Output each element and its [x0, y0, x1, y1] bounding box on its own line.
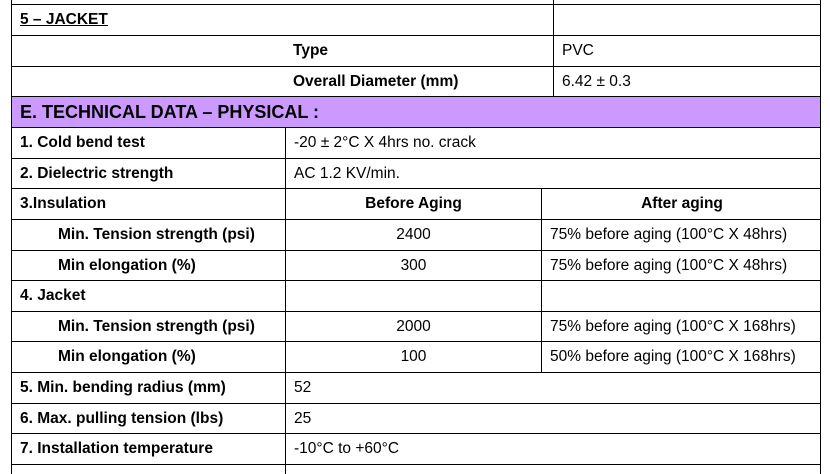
table-cell: [285, 465, 822, 474]
jacket-elongation-after: 50% before aging (100°C X 168hrs): [541, 342, 822, 372]
table-row: [11, 311, 821, 341]
table-row: [11, 127, 821, 158]
insulation-tension-label: Min. Tension strength (psi): [58, 226, 255, 243]
insulation-tension-after: 75% before aging (100°C X 48hrs): [541, 220, 822, 250]
insulation-elongation-label: Min elongation (%): [58, 256, 196, 274]
table-cell: [541, 281, 822, 311]
jacket-label: 4. Jacket: [20, 287, 86, 304]
jacket-tension-before: 2000: [285, 312, 541, 341]
insulation-tension-before: 2400: [285, 220, 541, 250]
jacket-tension-label: Min. Tension strength (psi): [58, 317, 255, 335]
installation-temp-value: -10°C to +60°C: [285, 434, 822, 464]
table-row: [11, 66, 821, 96]
table-row: [11, 341, 821, 372]
bending-radius-label: 5. Min. bending radius (mm): [20, 379, 226, 396]
table-row: [11, 280, 821, 311]
table-row: [11, 35, 821, 66]
insulation-label: 3.Insulation: [20, 195, 107, 212]
table-row: [11, 188, 821, 219]
table-cell: [285, 281, 541, 311]
table-row: [11, 464, 821, 474]
insulation-elongation-before: 300: [285, 251, 541, 280]
pulling-tension-value: 25: [285, 404, 822, 433]
table-row: [11, 372, 821, 403]
table-row: [11, 433, 821, 464]
pulling-tension-label: 6. Max. pulling tension (lbs): [20, 409, 224, 427]
dielectric-value: AC 1.2 KV/min.: [285, 159, 822, 188]
jacket-heading: 5 – JACKET: [20, 11, 108, 28]
section-header: [11, 96, 821, 127]
jacket-elongation-label: Min elongation (%): [58, 348, 196, 365]
after-aging-header: After aging: [541, 189, 822, 219]
cold-bend-label: 1. Cold bend test: [20, 134, 145, 151]
table-cell: [553, 5, 822, 35]
overall-diameter-value: 6.42 ± 0.3: [553, 67, 822, 96]
dielectric-label: 2. Dielectric strength: [20, 164, 174, 182]
jacket-type-label: Type: [293, 42, 329, 59]
insulation-elongation-after: 75% before aging (100°C X 48hrs): [541, 251, 822, 280]
bending-radius-value: 52: [285, 373, 822, 403]
table-row: [11, 219, 821, 250]
cold-bend-value: -20 ± 2°C X 4hrs no. crack: [285, 128, 822, 158]
jacket-heading-row: [11, 4, 821, 35]
jacket-tension-after: 75% before aging (100°C X 168hrs): [541, 312, 822, 341]
installation-temp-label: 7. Installation temperature: [20, 440, 213, 457]
table-row: [11, 403, 821, 433]
table-row: [11, 158, 821, 188]
technical-spec-table: [11, 0, 821, 468]
before-aging-header: Before Aging: [285, 189, 541, 219]
jacket-type-value: PVC: [553, 36, 822, 66]
section-title: E. TECHNICAL DATA – PHYSICAL :: [20, 101, 320, 122]
jacket-elongation-before: 100: [285, 342, 541, 372]
table-row: [11, 250, 821, 280]
overall-diameter-label: Overall Diameter (mm): [293, 72, 459, 90]
